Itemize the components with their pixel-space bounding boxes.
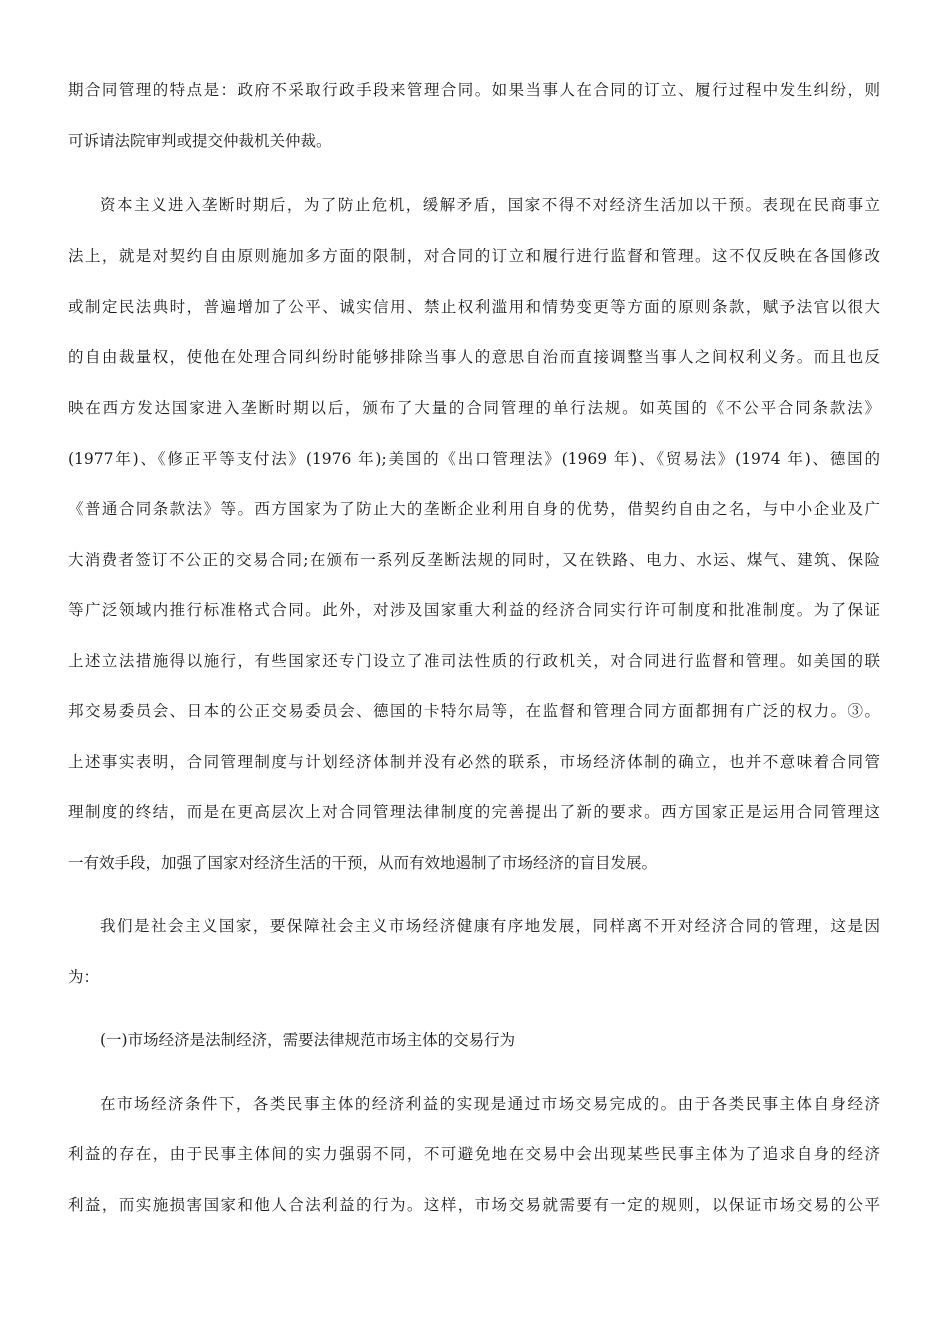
- text-line: 为：: [68, 968, 100, 986]
- text-line: 等广泛领域内推行标准格式合同。此外，对涉及国家重大利益的经济合同实行许可制度和批准制度。为了保证: [68, 601, 880, 619]
- text-line: 邦交易委员会、日本的公正交易委员会、德国的卡特尔局等，在监督和管理合同方面都拥有广泛的权力。③。: [68, 702, 880, 720]
- text-line: 大消费者签订不公正的交易合同;在颁布一系列反垄断法规的同时，又在铁路、电力、水运、煤气、建筑、保险: [68, 551, 880, 569]
- text-line: 利益的存在，由于民事主体间的实力强弱不同，不可避免地在交易中会出现某些民事主体为了追求自身的经济: [68, 1145, 880, 1163]
- text-line: 或制定民法典时，普遍增加了公平、诚实信用、禁止权利滥用和情势变更等方面的原则条款，赋予法官以很大: [68, 298, 880, 316]
- text-line: 上述立法措施得以施行，有些国家还专门设立了准司法性质的行政机关，对合同进行监督和管理。如美国的联: [68, 652, 880, 670]
- text-line: (1977年)、《修正平等支付法》(1976 年);美国的《出口管理法》(1969 年)、《贸易法》(1974 年)、德国的: [68, 450, 880, 468]
- text-line: 映在西方发达国家进入垄断时期以后，颁布了大量的合同管理的单行法规。如英国的《不公平合同条款法》: [68, 399, 880, 417]
- text-line: 理制度的终结，而是在更高层次上对合同管理法律制度的完善提出了新的要求。西方国家正是运用合同管理这: [68, 803, 880, 821]
- text-line: 上述事实表明，合同管理制度与计划经济体制并没有必然的联系，市场经济体制的确立，也并不意味着合同管: [68, 753, 880, 771]
- text-line: 的自由裁量权，使他在处理合同纠纷时能够排除当事人的意思自治而直接调整当事人之间权利义务。而且也反: [68, 348, 880, 366]
- text-line: 利益，而实施损害国家和他人合法利益的行为。这样，市场交易就需要有一定的规则，以保证市场交易的公平: [68, 1196, 880, 1214]
- text-line: 一有效手段，加强了国家对经济生活的干预，从而有效地遏制了市场经济的盲目发展。: [68, 854, 658, 872]
- text-line: 资本主义进入垄断时期后，为了防止危机，缓解矛盾，国家不得不对经济生活加以干预。表现在民商事立: [100, 196, 880, 214]
- text-line: 可诉请法院审判或提交仲裁机关仲裁。: [68, 132, 332, 150]
- text-line: 《普通合同条款法》等。西方国家为了防止大的垄断企业利用自身的优势，借契约自由之名，与中小企业及广: [68, 500, 880, 518]
- text-line: 法上，就是对契约自由原则施加多方面的限制，对合同的订立和履行进行监督和管理。这不仅反映在各国修改: [68, 247, 880, 265]
- text-line: 期合同管理的特点是：政府不采取行政手段来管理合同。如果当事人在合同的订立、履行过程中发生纠纷，则: [68, 81, 880, 99]
- section-heading: (一)市场经济是法制经济，需要法律规范市场主体的交易行为: [100, 1031, 516, 1049]
- text-line: 我们是社会主义国家，要保障社会主义市场经济健康有序地发展，同样离不开对经济合同的管理，这是因: [100, 917, 880, 935]
- text-line: 在市场经济条件下，各类民事主体的经济利益的实现是通过市场交易完成的。由于各类民事主体自身经济: [100, 1095, 880, 1113]
